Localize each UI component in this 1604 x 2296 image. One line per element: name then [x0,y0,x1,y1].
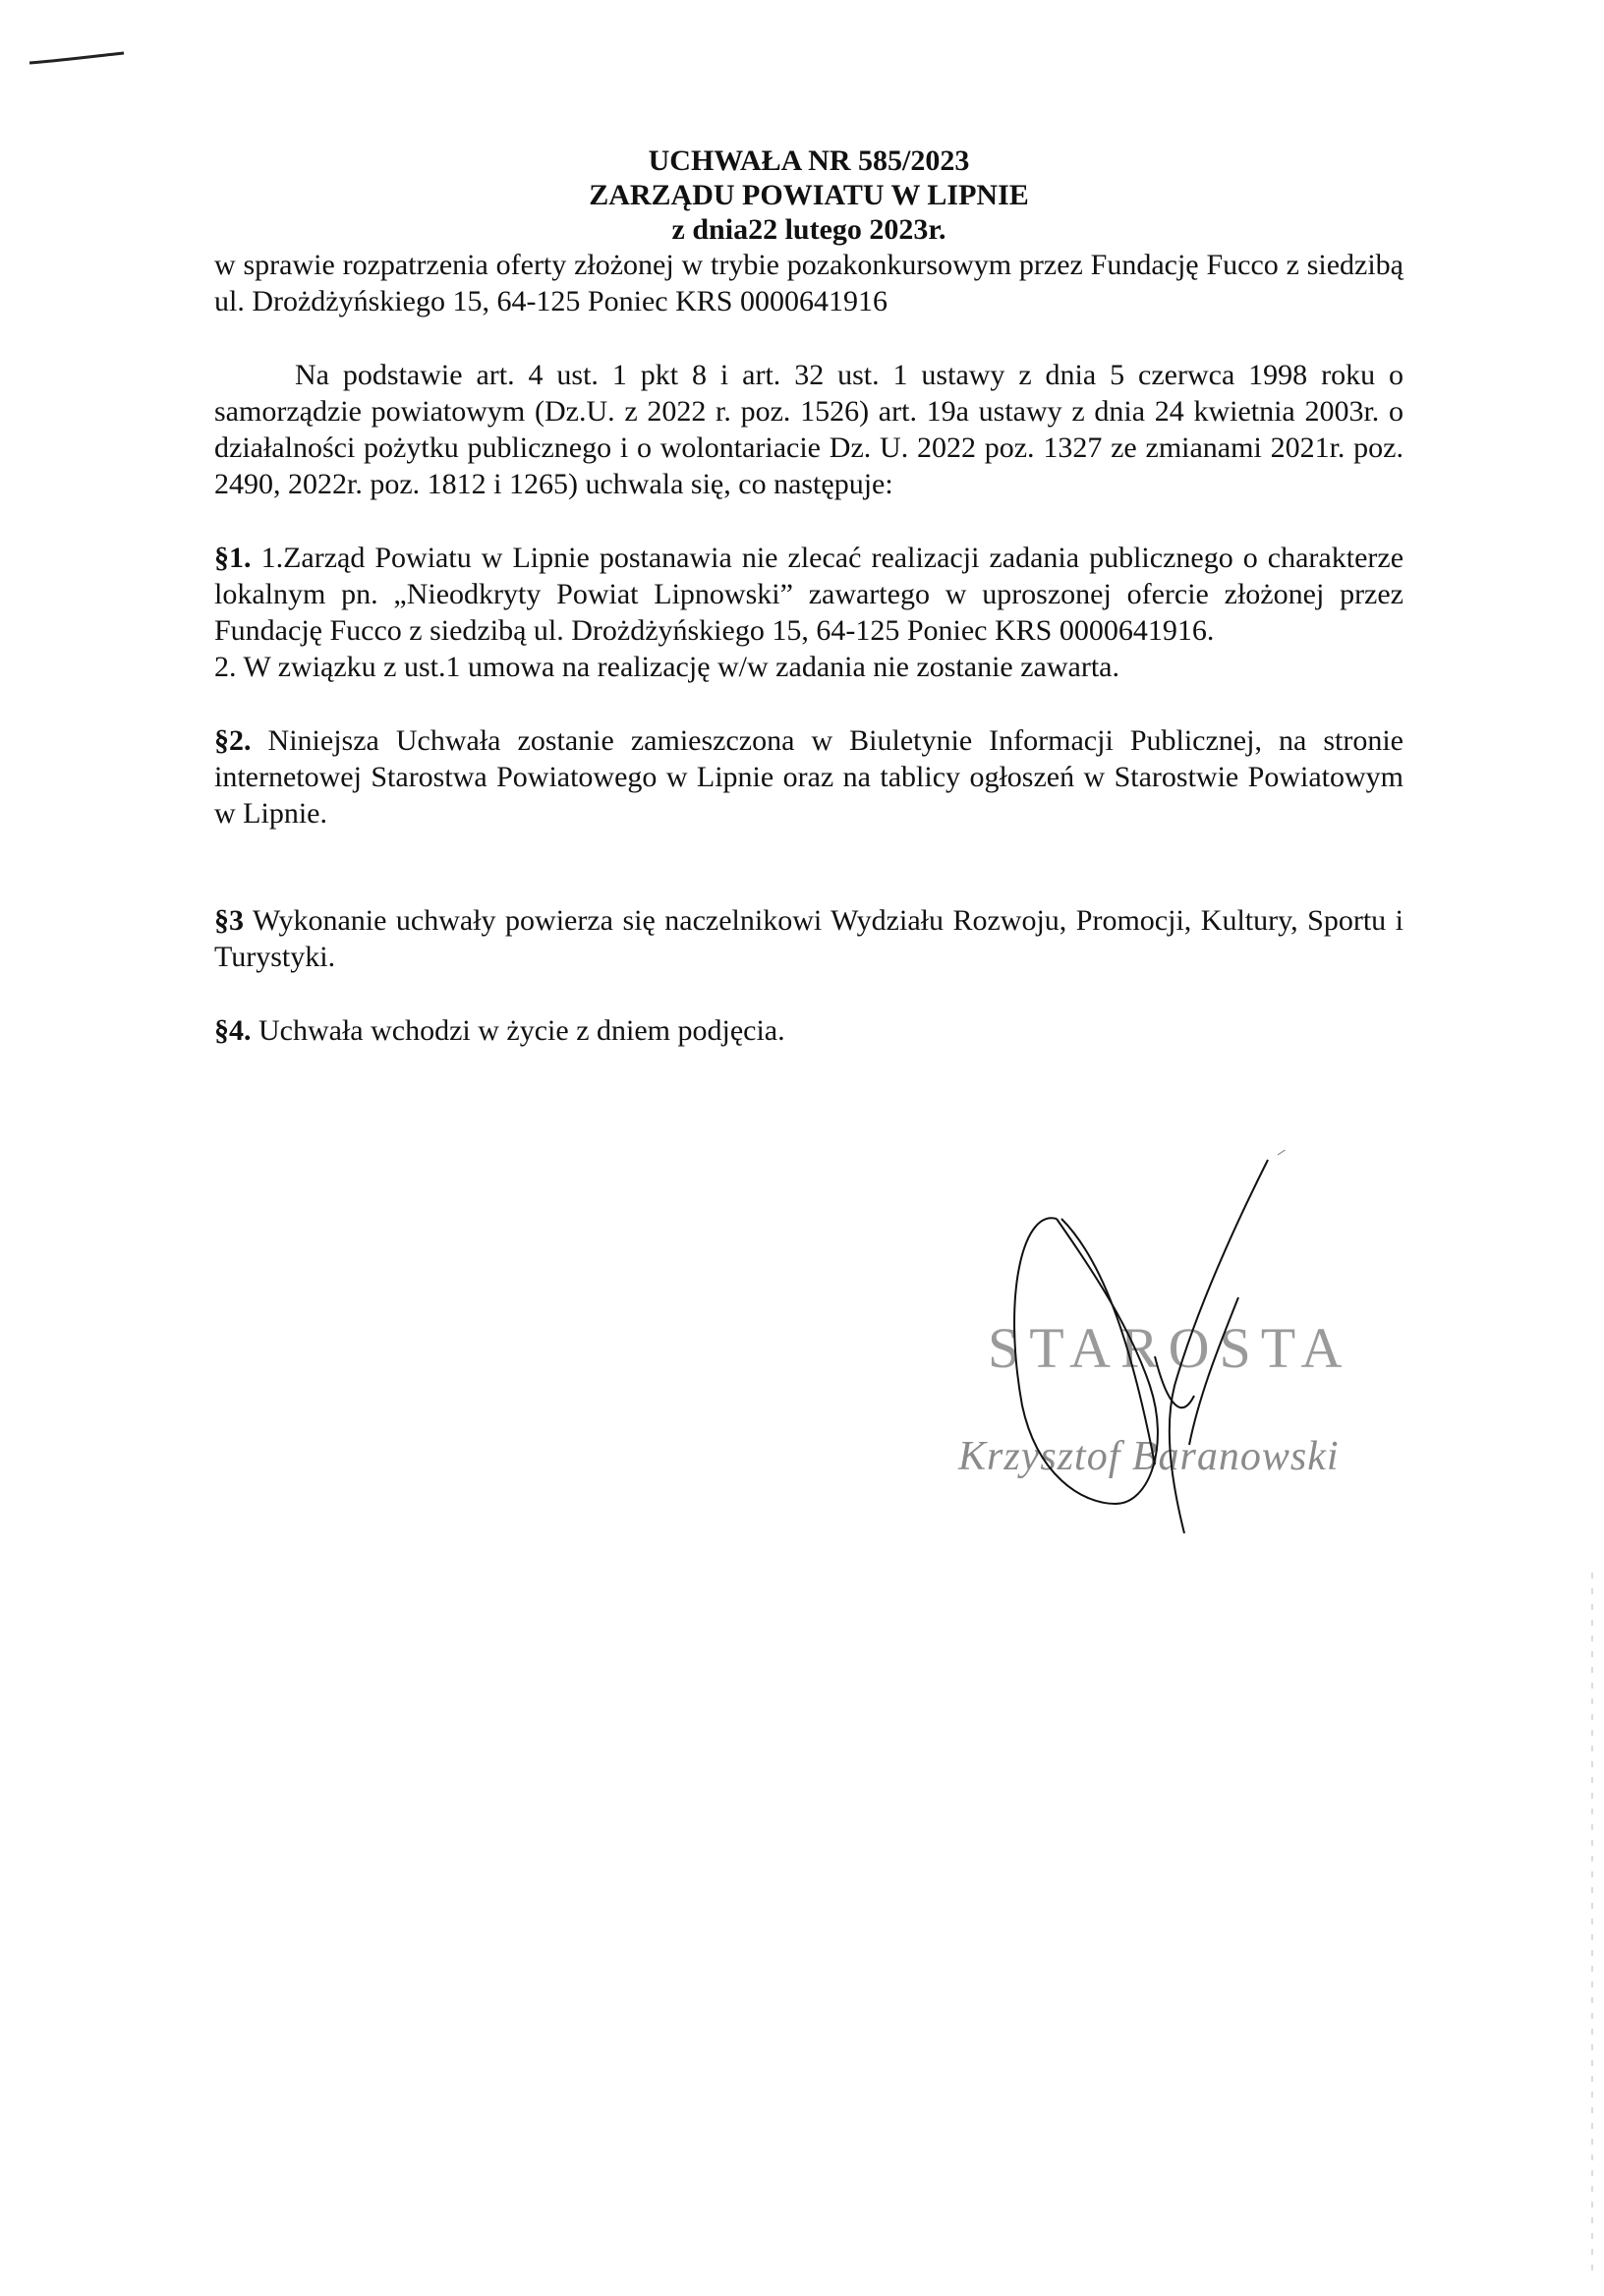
section-4-number: §4. [214,1014,252,1047]
section-2 [214,722,1404,832]
section-3-text: Wykonanie uchwały powierza się naczelnikowi Wydziału Rozwoju, Promocji, Kultury, Sportu i Turystyki. [214,904,1404,973]
legal-basis: Na podstawie art. 4 ust. 1 pkt 8 i art. 32 ust. 1 ustawy z dnia 5 czerwca 1998 roku o samorządzie powiatowym (Dz.U. z 2022 r. poz. 1526) art. 19a ustawy z dnia 24 kwietnia 2003r. o działalności pożytku publicznego i o wolontariacie Dz. U. 2022 poz. 1327 ze zmianami 2021r. poz. 2490, 2022r. poz. 1812 i 1265) uchwala się, co następuje: [214,359,1404,500]
stamp-role: STAROSTA [988,1316,1352,1380]
section-1-point-1 [214,540,1404,649]
scan-mark [28,49,126,69]
section-1-text: 1.Zarząd Powiatu w Lipnie postanawia nie zlecać realizacji zadania publicznego o charakterze lokalnym pn. „Nieodkryty Powiat Lipnowski” zawartego w uproszonej ofercie złożonej przez Fundację Fucco z siedzibą ul. Drożdżyńskiego 15, 64-125 Poniec KRS 0000641916. [214,542,1404,647]
title-date: z dnia22 lutego 2023r. [671,213,946,246]
section-2-text: Niniejsza Uchwała zostanie zamieszczona w Biuletynie Informacji Publicznej, na stronie internetowej Starostwa Powiatowego w Lipnie oraz na tablicy ogłoszeń w Starostwie Powiatowym w Lipnie. [214,724,1404,830]
section-4-text: Uchwała wchodzi w życie z dniem podjęcia. [258,1014,785,1047]
handwritten-signature [944,1150,1405,1563]
resolution-subject: w sprawie rozpatrzenia oferty złożonej w trybie pozakonkursowym przez Fundację Fucco z siedzibą ul. Drożdżyńskiego 15, 64-125 Poniec KRS 0000641916 [214,249,1404,317]
section-3 [214,902,1404,975]
section-2-number: §2. [214,724,252,757]
stamp-name: Krzysztof Baranowski [958,1434,1340,1479]
resolution-body [214,144,1404,1049]
scan-edge-line [1590,1573,1594,2280]
section-3-number: §3 [214,904,244,937]
title-line-1: UCHWAŁA NR 585/2023 [648,144,970,177]
section-1-number: §1. [214,542,252,574]
section-1-point-2: 2. W związku z ust.1 umowa na realizację w/w zadania nie zostanie zawarta. [214,651,1119,683]
title-line-2: ZARZĄDU POWIATU W LIPNIE [589,179,1029,211]
section-4 [214,1012,1404,1049]
resolution-title [214,144,1404,247]
